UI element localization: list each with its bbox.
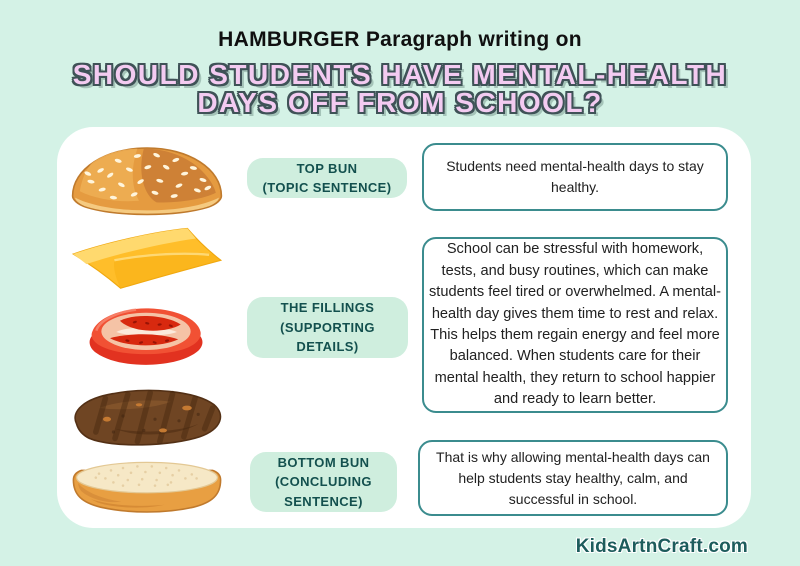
label-bottom-bun — [250, 452, 397, 512]
label-line: (TOPIC SENTENCE) — [262, 180, 392, 195]
bottom-bun-illustration — [67, 456, 227, 516]
topic-sentence-box — [422, 143, 728, 211]
label-line: TOP BUN — [296, 160, 358, 176]
top-bun-illustration — [67, 140, 227, 220]
label-line: (CONCLUDING — [275, 474, 372, 490]
topic-sentence-text: Students need mental-health days to stay healthy. — [446, 158, 704, 195]
label-line: BOTTOM BUN — [277, 454, 370, 470]
label-line: (SUPPORTING — [280, 319, 375, 335]
cheese-slice-illustration — [69, 223, 225, 289]
label-the-fillings — [247, 297, 408, 358]
concluding-sentence-box — [418, 440, 728, 516]
beef-patty-illustration — [67, 384, 227, 452]
label-line: THE FILLINGS — [280, 300, 375, 316]
label-line: SENTENCE) — [284, 493, 363, 509]
label-top-bun — [247, 158, 407, 198]
supporting-details-box — [422, 237, 728, 413]
page-title-line-2: DAYS OFF FROM SCHOOL? — [197, 87, 603, 118]
supporting-details-text: School can be stressful with homework, tests, and busy routines, which can make students feel tired or overwhelmed. A mental-health day gives them time to rest and relax. This helps them regain energy and feel more balanced. When students care for their mental health, they return to school happier and ready to learn better. — [428, 241, 722, 408]
concluding-sentence-text: That is why allowing mental-health days can help students stay healthy, calm, and successful in school. — [436, 448, 710, 507]
tomato-slice-illustration — [84, 296, 208, 376]
page-subtitle: HAMBURGER Paragraph writing on — [218, 28, 582, 51]
page-title — [0, 61, 800, 117]
label-line: DETAILS) — [296, 339, 359, 355]
content-card — [57, 127, 751, 528]
site-watermark: KidsArtnCraft.com — [575, 536, 748, 557]
page-title-line-1: SHOULD STUDENTS HAVE MENTAL-HEALTH — [72, 59, 728, 90]
